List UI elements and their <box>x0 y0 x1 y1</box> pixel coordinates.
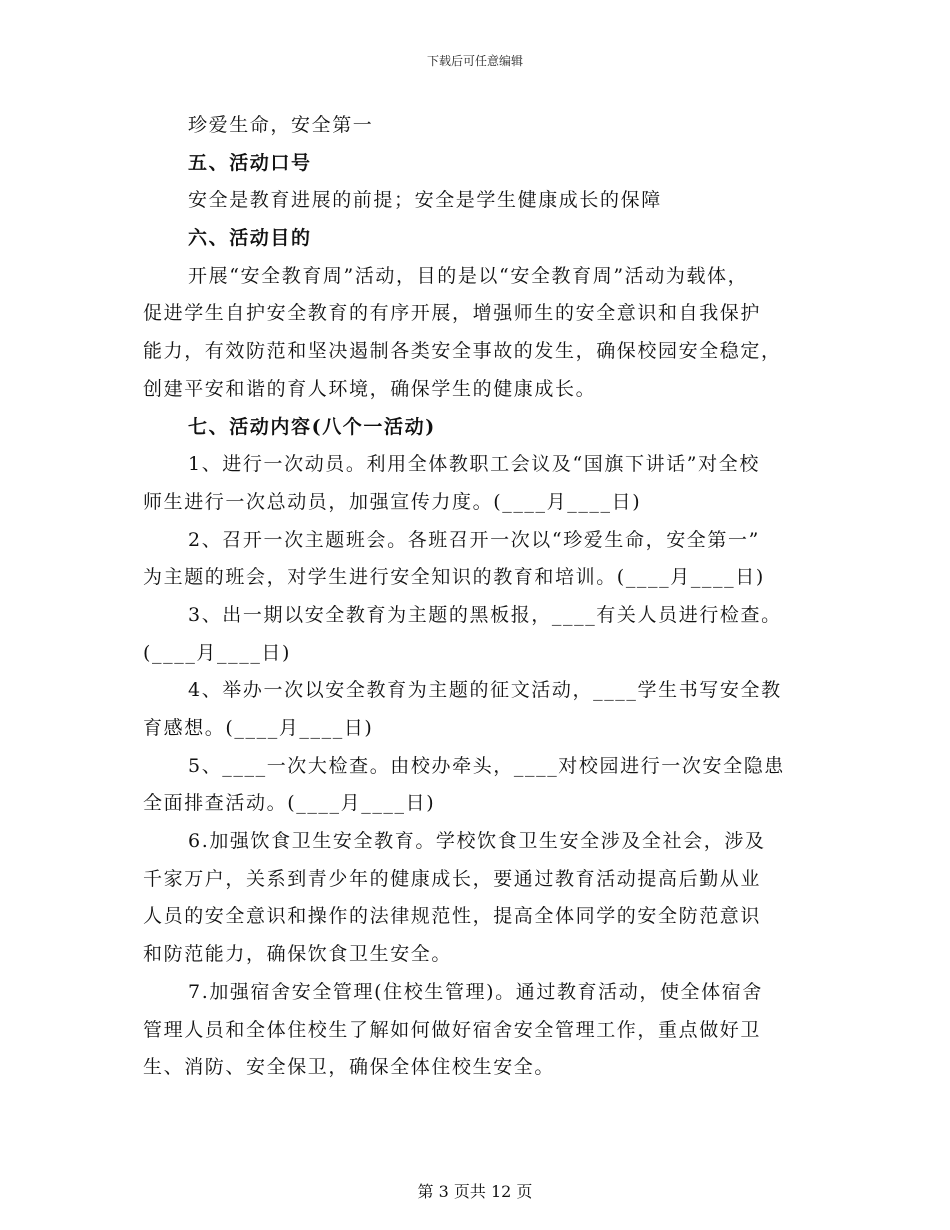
section-heading-5: 五、活动口号 <box>188 151 312 174</box>
text-line-26: 生、消防、安全保卫，确保全体住校生安全。 <box>143 1056 556 1079</box>
text-line-22: 人员的安全意识和操作的法律规范性，提高全体同学的安全防范意识 <box>143 905 762 928</box>
text-line-24: 7.加强宿舍安全管理(住校生管理)。通过教育活动，使全体宿舍 <box>188 980 763 1003</box>
text-line-6: 促进学生自护安全教育的有序开展，增强师生的安全意识和自我保护 <box>143 302 762 325</box>
text-line-17: 育感想。(____月____日) <box>143 717 374 739</box>
page-footer: 第 3 页共 12 页 <box>417 1182 533 1201</box>
text-line-15: (____月____日) <box>143 641 292 664</box>
text-line-21: 千家万户，关系到青少年的健康成长，要通过教育活动提高后勤从业 <box>143 867 762 890</box>
text-line-13: 为主题的班会，对学生进行安全知识的教育和培训。(____月____日) <box>143 566 765 589</box>
document-body <box>143 107 805 1087</box>
text-line-11: 师生进行一次总动员，加强宣传力度。(____月____日) <box>143 490 642 513</box>
text-line-23: 和防范能力，确保饮食卫生安全。 <box>143 943 453 966</box>
page-header: 下载后可任意编辑 <box>426 54 523 68</box>
text-line-8: 创建平安和谐的育人环境，确保学生的健康成长。 <box>143 377 597 400</box>
section-heading-7: 七、活动内容(八个一活动) <box>188 415 436 438</box>
text-line-7: 能力，有效防范和坚决遏制各类安全事故的发生，确保校园安全稳定， <box>143 340 782 363</box>
text-line-18: 5、____一次大检查。由校办牵头，____对校园进行一次安全隐患 <box>188 754 785 777</box>
text-line-5: 开展“安全教育周”活动，目的是以“安全教育周”活动为载体， <box>188 264 749 287</box>
text-line-16: 4、举办一次以安全教育为主题的征文活动，____学生书写安全教 <box>188 679 782 702</box>
text-line-19: 全面排查活动。(____月____日) <box>143 792 436 815</box>
text-line-1: 珍爱生命，安全第一 <box>188 114 374 136</box>
text-line-3: 安全是教育进展的前提；安全是学生健康成长的保障 <box>188 189 662 212</box>
text-line-10: 1、进行一次动员。利用全体教职工会议及“国旗下讲话”对全校 <box>188 453 760 476</box>
text-line-20: 6.加强饮食卫生安全教育。学校饮食卫生安全涉及全社会，涉及 <box>188 830 766 853</box>
section-heading-6: 六、活动目的 <box>188 227 312 250</box>
text-line-14: 3、出一期以安全教育为主题的黑板报，____有关人员进行检查。 <box>188 603 782 626</box>
text-line-12: 2、召开一次主题班会。各班召开一次以“珍爱生命，安全第一” <box>188 528 760 551</box>
text-line-25: 管理人员和全体住校生了解如何做好宿舍安全管理工作，重点做好卫 <box>143 1018 762 1041</box>
